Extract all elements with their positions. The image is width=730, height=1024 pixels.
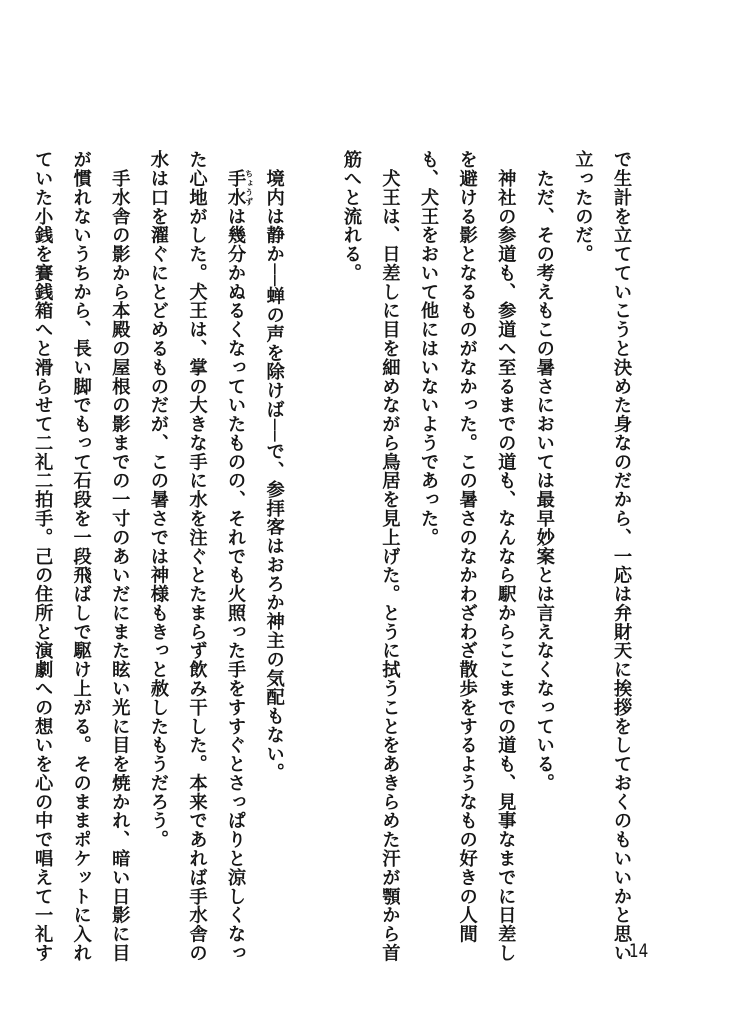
text-line: で生計を立てていこうと決めた身なのだから、一応は弁財天に挨拶をしておくのもいいかと思い [611,150,632,963]
text-line: 筋へと流れる。 [340,150,362,283]
blank-line [293,150,332,890]
text-line: も、犬王をおいて他にはいないようであった。 [418,150,440,547]
furigana-ruby: 手水ちょうず [225,168,255,207]
text-line: ただ、その考えもこの暑さにおいては最早妙案とは言えなくなっている。 [533,150,555,793]
text-line: 立ったのだ。 [572,150,594,264]
text-line: を避ける影となるものがなかった。この暑さのなかわざわざ散歩をするようなもの好きの人間 [456,150,478,944]
text-line: た心地がした。犬王は、掌の大きな手に水を注ぐとたまらず飲み干した。本来であれば手水舎の [186,150,208,963]
page-number: 14 [629,940,649,962]
text-line: 手水舎の影から本殿の屋根の影までの一寸のあいだにまた眩い光に目を焼かれ、暗い日影に目 [109,150,131,963]
text-line: 神社の参道も、参道へ至るまでの道も、なんなら駅からここまでの道も、見事なまでに日差し [495,150,517,963]
text-line: ていた小銭を賽銭箱へと滑らせて二礼二拍手。己の住所と演劇への想いを心の中で唱えて一礼す [32,150,54,963]
text-line: が慣れないうちから、長い脚でもって石段を一段飛ばしで駆け上がる。そのままポケットに入れ [70,150,92,963]
text-line: 水は口を濯ぐにとどめるものだが、この暑さでは神様もきっと赦したもうだろう。 [147,150,169,849]
text-line: 犬王は、日差しに目を細めながら鳥居を見上げた。とうに拭うことをあきらめた汗が顎から首 [379,150,401,963]
text-line: 境内は静か──蝉の声を除けば──で、参拝客はおろか神主の気配もない。 [263,150,285,783]
text-line: 手水ちょうずは幾分かぬるくなっていたものの、それでも火照った手をすすぐとさっぱりと涼しくなっ [225,168,255,963]
furigana-text: ちょうず [244,168,255,207]
